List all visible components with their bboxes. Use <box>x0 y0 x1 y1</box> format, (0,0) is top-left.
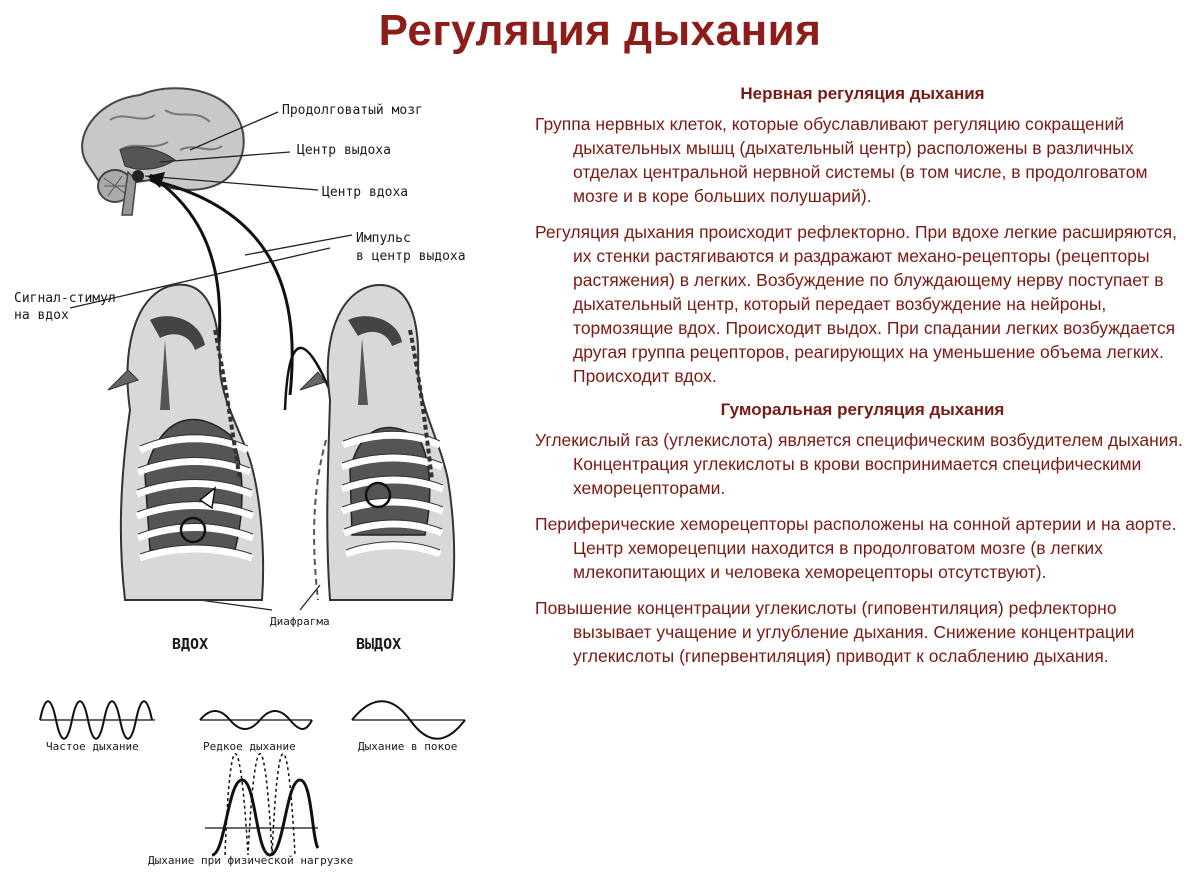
label-inhale-center: Центр вдоха <box>322 185 409 200</box>
wave-frequent <box>40 701 155 739</box>
label-wave-rare: Редкое дыхание <box>203 740 296 753</box>
paragraph: Повышение концентрации углекислоты (гиповентиляция) рефлекторно вызывает учащение и углубление дыхания. Снижение концентрации углекислоты (гипервентиляция) приводит к ослаблению дыхания. <box>535 598 1135 666</box>
label-medulla: Продолговатый мозг <box>282 103 423 118</box>
wave-rest <box>352 701 465 739</box>
label-exhale-center: Центр выдоха <box>297 143 391 158</box>
body-inhale <box>108 285 263 600</box>
wave-rare <box>200 711 312 729</box>
paragraph: Периферические хеморецепторы расположены на сонной артерии и на аорте. Центр хеморецепции находится в продолговатом мозге (в легких млекопитающих и человека хеморецепторы отсутствуют). <box>535 514 1177 582</box>
heading-nervous: Нервная регуляция дыхания <box>740 84 985 103</box>
text-column <box>535 84 1190 680</box>
paragraph: Регуляция дыхания происходит рефлекторно. При вдохе легкие расширяются, их стенки растягиваются и раздражают механо-рецепторы (рецепторы растяжения) в легких. Возбуждение по блуждающему нерву поступает в дыхательный центр, который передает возбуждение на нейроны, тормозящие вдох. Происходит выдох. При спадании легких возбуждается другая группа рецепторов, реагирующих на уменьшение объема легких. Происходит вдох. <box>535 222 1177 386</box>
paragraph: Группа нервных клеток, которые обуславливают регуляцию сокращений дыхательных мышц (дыхательный центр) расположены в различных отделах центральной нервной системы (в том числе, в продолговатом мозге и в коре больших полушарий). <box>535 114 1148 206</box>
brain-illustration <box>82 88 244 215</box>
label-inhale: ВДОХ <box>172 635 209 653</box>
label-signal-1: Сигнал-стимул <box>14 291 116 306</box>
label-wave-rest: Дыхание в покое <box>358 740 458 753</box>
paragraph: Углекислый газ (углекислота) является специфическим возбудителем дыхания. Концентрация углекислоты в крови воспринимается специфическими хеморецепторами. <box>535 430 1183 498</box>
wave-exercise <box>205 754 318 855</box>
label-wave-frequent: Частое дыхание <box>46 740 139 753</box>
body-exhale <box>300 285 454 600</box>
label-impulse-1: Импульс <box>356 231 411 246</box>
label-signal-2: на вдох <box>14 308 69 323</box>
respiration-diagram <box>0 80 520 896</box>
page-title: Регуляция дыхания <box>378 6 822 55</box>
label-wave-exercise: Дыхание при физической нагрузке <box>148 854 354 867</box>
label-impulse-2: в центр выдоха <box>356 249 466 264</box>
label-exhale: ВЫДОХ <box>356 635 402 653</box>
heading-humoral: Гуморальная регуляция дыхания <box>720 400 1005 419</box>
label-diaphragm: Диафрагма <box>270 615 330 628</box>
diagram-drawing <box>0 80 520 896</box>
